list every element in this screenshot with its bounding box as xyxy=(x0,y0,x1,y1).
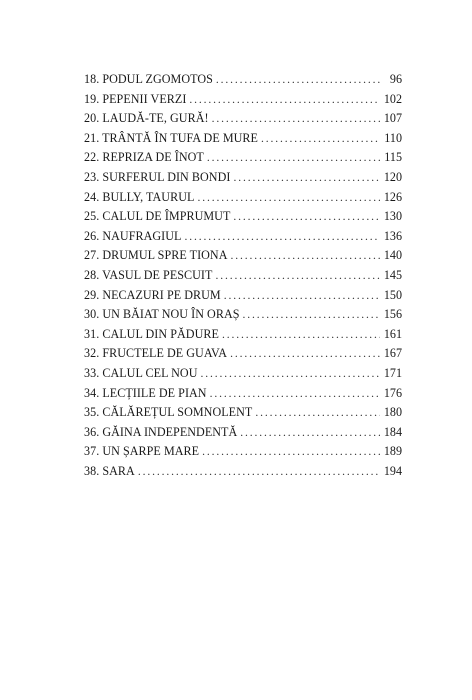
toc-entry-page: 184 xyxy=(383,424,402,439)
dot-leader xyxy=(255,404,380,424)
toc-entry-title: 35. CĂLĂREȚUL SOMNOLENT xyxy=(84,405,253,420)
toc-entry xyxy=(84,305,402,325)
toc-entry-title: 29. NECAZURI PE DRUM xyxy=(84,287,221,302)
toc-entry-page: 156 xyxy=(383,307,402,322)
toc-entry-title: 19. PEPENII VERZI xyxy=(84,91,187,106)
toc-entry-page: 130 xyxy=(383,209,402,224)
toc-entry-title: 34. LECȚIILE DE PIAN xyxy=(84,385,207,400)
dot-leader xyxy=(243,306,380,326)
toc-entry-page: 180 xyxy=(383,405,402,420)
toc-entry xyxy=(84,364,402,384)
toc-entry-page: 136 xyxy=(383,228,402,243)
toc-entry xyxy=(84,188,402,208)
toc-entry-page: 107 xyxy=(383,111,402,126)
dot-leader xyxy=(233,208,379,228)
toc-entry xyxy=(84,148,402,168)
toc-entry-page: 161 xyxy=(383,326,402,341)
dot-leader xyxy=(184,228,379,248)
toc-entry xyxy=(84,325,402,345)
toc-entry-page: 145 xyxy=(383,267,402,282)
toc-entry xyxy=(84,207,402,227)
toc-entry-title: 24. BULLY, TAURUL xyxy=(84,189,195,204)
toc-entry-title: 33. CALUL CEL NOU xyxy=(84,365,198,380)
toc-entry-page: 167 xyxy=(383,346,402,361)
dot-leader xyxy=(189,91,379,111)
toc-entry xyxy=(84,286,402,306)
toc-entry-title: 20. LAUDĂ-TE, GURĂ! xyxy=(84,111,209,126)
dot-leader xyxy=(197,189,379,209)
toc-entry-page: 96 xyxy=(389,72,402,86)
toc-entry-title: 30. UN BĂIAT NOU ÎN ORAȘ xyxy=(84,307,240,322)
toc-entry-page: 140 xyxy=(383,248,402,263)
toc-entry-title: 25. CALUL DE ÎMPRUMUT xyxy=(84,209,231,224)
toc-entry xyxy=(84,266,402,286)
toc-entry-title: 26. NAUFRAGIUL xyxy=(84,228,182,243)
dot-leader xyxy=(138,463,380,483)
toc-entry-page: 189 xyxy=(383,444,402,459)
dot-leader xyxy=(215,267,379,287)
toc-entry xyxy=(84,109,402,129)
toc-entry xyxy=(84,403,402,423)
dot-leader xyxy=(240,424,380,444)
toc-entry-title: 21. TRÂNTĂ ÎN TUFA DE MURE xyxy=(84,130,258,145)
dot-leader xyxy=(230,345,380,365)
toc-entry-title: 31. CALUL DIN PĂDURE xyxy=(84,326,219,341)
toc-entry-title: 27. DRUMUL SPRE TIONA xyxy=(84,248,228,263)
dot-leader xyxy=(202,443,380,463)
dot-leader xyxy=(201,365,380,385)
toc-entry xyxy=(84,227,402,247)
toc-entry xyxy=(84,70,402,90)
dot-leader xyxy=(212,110,380,130)
toc-entry-title: 23. SURFERUL DIN BONDI xyxy=(84,169,231,184)
toc-entry xyxy=(84,246,402,266)
toc-entry xyxy=(84,384,402,404)
toc-entry-page: 115 xyxy=(384,150,402,165)
dot-leader xyxy=(207,149,380,169)
dot-leader xyxy=(224,287,380,307)
toc-entry-title: 36. GĂINA INDEPENDENTĂ xyxy=(84,424,238,439)
toc-entry-title: 18. PODUL ZGOMOTOS xyxy=(84,72,213,86)
toc-entry-page: 110 xyxy=(384,130,402,145)
dot-leader xyxy=(231,247,380,267)
dot-leader xyxy=(261,130,380,150)
toc-entry-page: 120 xyxy=(383,169,402,184)
dot-leader xyxy=(233,169,379,189)
toc-entry-title: 32. FRUCTELE DE GUAVA xyxy=(84,346,228,361)
toc-entry-page: 102 xyxy=(383,91,402,106)
toc-entry xyxy=(84,423,402,443)
toc-entry-title: 22. REPRIZA DE ÎNOT xyxy=(84,150,204,165)
dot-leader xyxy=(210,385,380,405)
toc-entry-page: 171 xyxy=(383,365,402,380)
toc-entry xyxy=(84,344,402,364)
toc-entry-title: 28. VASUL DE PESCUIT xyxy=(84,267,213,282)
toc-entry-page: 126 xyxy=(383,189,402,204)
toc-entry xyxy=(84,168,402,188)
toc-entry-title: 38. SARA xyxy=(84,463,135,478)
dot-leader xyxy=(222,326,380,346)
dot-leader xyxy=(216,71,380,91)
toc-entry xyxy=(84,462,402,482)
toc-entry-page: 194 xyxy=(383,463,402,478)
toc-entry-page: 150 xyxy=(383,287,402,302)
toc-entry xyxy=(84,442,402,462)
toc-entry xyxy=(84,129,402,149)
toc-entry-title: 37. UN ȘARPE MARE xyxy=(84,444,200,459)
table-of-contents xyxy=(84,70,402,481)
toc-entry-page: 176 xyxy=(383,385,402,400)
toc-entry xyxy=(84,90,402,110)
